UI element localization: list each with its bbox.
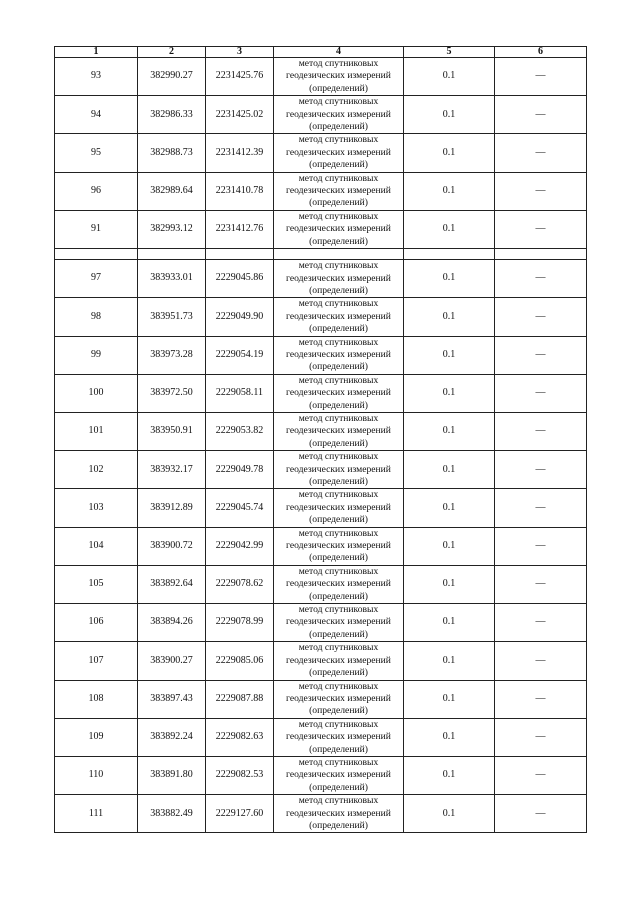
table-row: [55, 210, 587, 248]
method-cell: метод спутниковых геодезических измерений (определений): [274, 412, 404, 450]
x-coordinate-cell: 383972.50: [138, 374, 206, 412]
method-cell: метод спутниковых геодезических измерений (определений): [274, 604, 404, 642]
column-header-1: 1: [55, 47, 138, 58]
contour-separator-row: [55, 249, 587, 260]
method-cell: метод спутниковых геодезических измерений (определений): [274, 298, 404, 336]
accuracy-cell: 0.1: [404, 604, 495, 642]
x-coordinate-cell: 383973.28: [138, 336, 206, 374]
x-coordinate-cell: 382990.27: [138, 58, 206, 96]
note-cell: —: [495, 298, 587, 336]
column-header-5: 5: [404, 47, 495, 58]
point-number-cell: 111: [55, 795, 138, 833]
table-row: [55, 718, 587, 756]
x-coordinate-cell: 383951.73: [138, 298, 206, 336]
point-number-cell: 101: [55, 412, 138, 450]
accuracy-cell: 0.1: [404, 680, 495, 718]
accuracy-cell: 0.1: [404, 795, 495, 833]
column-header-4: 4: [274, 47, 404, 58]
accuracy-cell: 0.1: [404, 756, 495, 794]
x-coordinate-cell: 383900.27: [138, 642, 206, 680]
x-coordinate-cell: 383933.01: [138, 260, 206, 298]
x-coordinate-cell: 382993.12: [138, 210, 206, 248]
table-row: [55, 134, 587, 172]
x-coordinate-cell: 382986.33: [138, 96, 206, 134]
method-cell: метод спутниковых геодезических измерений (определений): [274, 210, 404, 248]
y-coordinate-cell: 2229127.60: [206, 795, 274, 833]
x-coordinate-cell: 383932.17: [138, 451, 206, 489]
separator-cell: [274, 249, 404, 260]
header-row: [55, 47, 587, 58]
table-row: [55, 604, 587, 642]
note-cell: —: [495, 604, 587, 642]
y-coordinate-cell: 2229049.78: [206, 451, 274, 489]
note-cell: —: [495, 336, 587, 374]
accuracy-cell: 0.1: [404, 412, 495, 450]
x-coordinate-cell: 383882.49: [138, 795, 206, 833]
y-coordinate-cell: 2229078.62: [206, 565, 274, 603]
note-cell: —: [495, 58, 587, 96]
table-row: [55, 298, 587, 336]
x-coordinate-cell: 383897.43: [138, 680, 206, 718]
method-cell: метод спутниковых геодезических измерений (определений): [274, 642, 404, 680]
y-coordinate-cell: 2231412.76: [206, 210, 274, 248]
table-row: [55, 565, 587, 603]
x-coordinate-cell: 383892.24: [138, 718, 206, 756]
accuracy-cell: 0.1: [404, 172, 495, 210]
accuracy-cell: 0.1: [404, 210, 495, 248]
column-header-3: 3: [206, 47, 274, 58]
note-cell: —: [495, 642, 587, 680]
table-row: [55, 756, 587, 794]
y-coordinate-cell: 2231425.02: [206, 96, 274, 134]
y-coordinate-cell: 2231425.76: [206, 58, 274, 96]
point-number-cell: 93: [55, 58, 138, 96]
note-cell: —: [495, 527, 587, 565]
method-cell: метод спутниковых геодезических измерений (определений): [274, 489, 404, 527]
point-number-cell: 108: [55, 680, 138, 718]
table-row: [55, 527, 587, 565]
table-row: [55, 680, 587, 718]
table-row: [55, 642, 587, 680]
y-coordinate-cell: 2229045.86: [206, 260, 274, 298]
accuracy-cell: 0.1: [404, 451, 495, 489]
y-coordinate-cell: 2229058.11: [206, 374, 274, 412]
accuracy-cell: 0.1: [404, 298, 495, 336]
table-row: [55, 489, 587, 527]
accuracy-cell: 0.1: [404, 260, 495, 298]
table-row: [55, 795, 587, 833]
y-coordinate-cell: 2231412.39: [206, 134, 274, 172]
point-number-cell: 109: [55, 718, 138, 756]
x-coordinate-cell: 383900.72: [138, 527, 206, 565]
note-cell: —: [495, 134, 587, 172]
point-number-cell: 95: [55, 134, 138, 172]
column-header-2: 2: [138, 47, 206, 58]
point-number-cell: 100: [55, 374, 138, 412]
y-coordinate-cell: 2229054.19: [206, 336, 274, 374]
point-number-cell: 106: [55, 604, 138, 642]
note-cell: —: [495, 374, 587, 412]
accuracy-cell: 0.1: [404, 565, 495, 603]
note-cell: —: [495, 756, 587, 794]
table-row: [55, 260, 587, 298]
table-row: [55, 58, 587, 96]
table-row: [55, 96, 587, 134]
point-number-cell: 99: [55, 336, 138, 374]
y-coordinate-cell: 2229082.63: [206, 718, 274, 756]
note-cell: —: [495, 680, 587, 718]
coordinates-table: [54, 46, 587, 833]
point-number-cell: 110: [55, 756, 138, 794]
accuracy-cell: 0.1: [404, 489, 495, 527]
y-coordinate-cell: 2229078.99: [206, 604, 274, 642]
table-header: [55, 47, 587, 58]
note-cell: —: [495, 412, 587, 450]
point-number-cell: 103: [55, 489, 138, 527]
note-cell: —: [495, 451, 587, 489]
method-cell: метод спутниковых геодезических измерений (определений): [274, 565, 404, 603]
accuracy-cell: 0.1: [404, 374, 495, 412]
method-cell: метод спутниковых геодезических измерений (определений): [274, 336, 404, 374]
table-row: [55, 336, 587, 374]
point-number-cell: 105: [55, 565, 138, 603]
x-coordinate-cell: 382988.73: [138, 134, 206, 172]
column-header-6: 6: [495, 47, 587, 58]
point-number-cell: 91: [55, 210, 138, 248]
table-body: [55, 58, 587, 833]
accuracy-cell: 0.1: [404, 718, 495, 756]
method-cell: метод спутниковых геодезических измерений (определений): [274, 58, 404, 96]
y-coordinate-cell: 2231410.78: [206, 172, 274, 210]
accuracy-cell: 0.1: [404, 134, 495, 172]
method-cell: метод спутниковых геодезических измерений (определений): [274, 172, 404, 210]
point-number-cell: 96: [55, 172, 138, 210]
method-cell: метод спутниковых геодезических измерений (определений): [274, 260, 404, 298]
note-cell: —: [495, 210, 587, 248]
x-coordinate-cell: 383912.89: [138, 489, 206, 527]
point-number-cell: 104: [55, 527, 138, 565]
accuracy-cell: 0.1: [404, 96, 495, 134]
separator-cell: [55, 249, 138, 260]
note-cell: —: [495, 172, 587, 210]
method-cell: метод спутниковых геодезических измерений (определений): [274, 680, 404, 718]
accuracy-cell: 0.1: [404, 336, 495, 374]
x-coordinate-cell: 383891.80: [138, 756, 206, 794]
y-coordinate-cell: 2229087.88: [206, 680, 274, 718]
x-coordinate-cell: 383950.91: [138, 412, 206, 450]
method-cell: метод спутниковых геодезических измерений (определений): [274, 451, 404, 489]
method-cell: метод спутниковых геодезических измерений (определений): [274, 96, 404, 134]
note-cell: —: [495, 795, 587, 833]
separator-cell: [206, 249, 274, 260]
y-coordinate-cell: 2229049.90: [206, 298, 274, 336]
note-cell: —: [495, 260, 587, 298]
table-row: [55, 172, 587, 210]
note-cell: —: [495, 489, 587, 527]
y-coordinate-cell: 2229053.82: [206, 412, 274, 450]
note-cell: —: [495, 565, 587, 603]
table-row: [55, 374, 587, 412]
method-cell: метод спутниковых геодезических измерений (определений): [274, 374, 404, 412]
separator-cell: [495, 249, 587, 260]
note-cell: —: [495, 718, 587, 756]
separator-cell: [138, 249, 206, 260]
point-number-cell: 98: [55, 298, 138, 336]
x-coordinate-cell: 383894.26: [138, 604, 206, 642]
method-cell: метод спутниковых геодезических измерений (определений): [274, 527, 404, 565]
x-coordinate-cell: 382989.64: [138, 172, 206, 210]
method-cell: метод спутниковых геодезических измерений (определений): [274, 718, 404, 756]
y-coordinate-cell: 2229042.99: [206, 527, 274, 565]
y-coordinate-cell: 2229045.74: [206, 489, 274, 527]
note-cell: —: [495, 96, 587, 134]
y-coordinate-cell: 2229082.53: [206, 756, 274, 794]
accuracy-cell: 0.1: [404, 527, 495, 565]
point-number-cell: 97: [55, 260, 138, 298]
point-number-cell: 107: [55, 642, 138, 680]
method-cell: метод спутниковых геодезических измерений (определений): [274, 756, 404, 794]
accuracy-cell: 0.1: [404, 642, 495, 680]
x-coordinate-cell: 383892.64: [138, 565, 206, 603]
point-number-cell: 94: [55, 96, 138, 134]
table-row: [55, 412, 587, 450]
y-coordinate-cell: 2229085.06: [206, 642, 274, 680]
method-cell: метод спутниковых геодезических измерений (определений): [274, 134, 404, 172]
accuracy-cell: 0.1: [404, 58, 495, 96]
separator-cell: [404, 249, 495, 260]
table-row: [55, 451, 587, 489]
method-cell: метод спутниковых геодезических измерений (определений): [274, 795, 404, 833]
point-number-cell: 102: [55, 451, 138, 489]
